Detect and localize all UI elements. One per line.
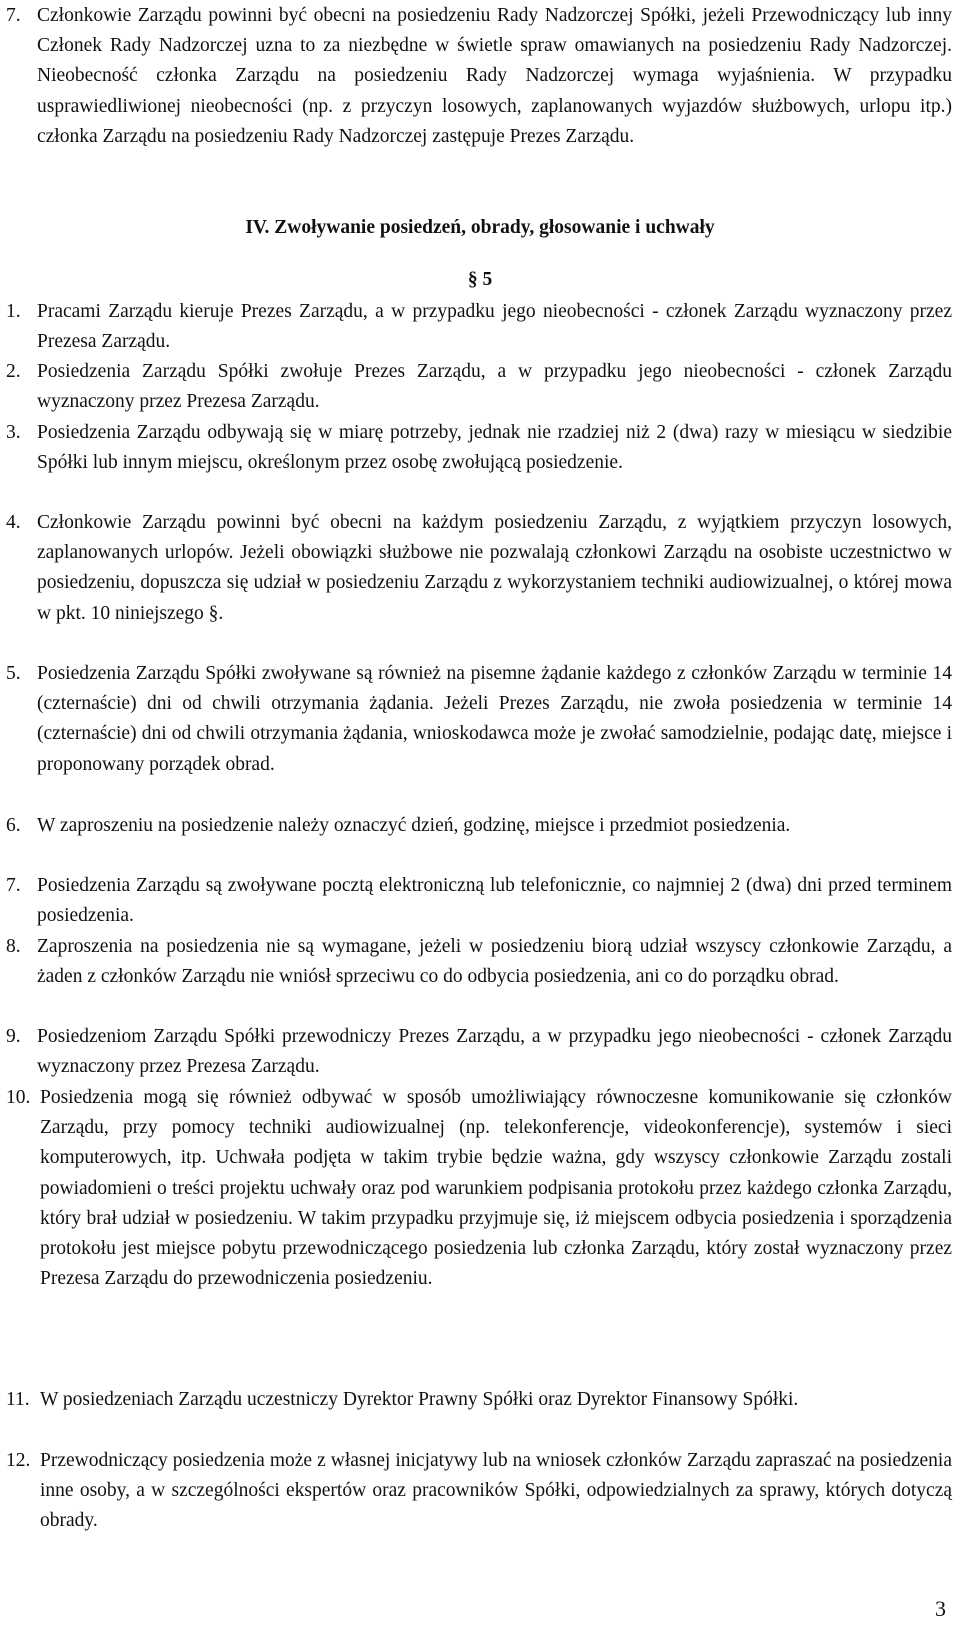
item-number: 8. bbox=[6, 936, 21, 957]
page-number: 3 bbox=[935, 1596, 946, 1621]
item-text: Posiedzeniom Zarządu Spółki przewodniczy Prezes Zarządu, a w przypadku jego nieobecności - członek Zarządu wyznaczony przez Prezesa Zarządu. bbox=[37, 1026, 952, 1078]
item-number: 3. bbox=[6, 422, 21, 443]
item-text: Posiedzenia mogą się również odbywać w sposób umożliwiający równoczesne komunikowanie się członków Zarządu, przy pomocy techniki audiowizualnej (np. telekonferencje, videokonferencje), systemów i sieci komputerowych, itp. Uchwała podjęta w takim trybie będzie ważna, gdy wszyscy członkowie Zarządu zostali powiadomieni o treści projektu uchwały oraz pod warunkiem podpisania protokołu przez każdego członka Zarządu, który brał udział w posiedzeniu. W takim przypadku przyjmuje się, iż miejscem odbycia posiedzenia i sporządzenia protokołu jest miejsce pobytu przewodniczącego posiedzenia lub członka Zarządu, który został wyznaczony przez Prezesa Zarządu do przewodniczenia posiedzeniu. bbox=[40, 1087, 952, 1290]
item-text: Zaproszenia na posiedzenia nie są wymagane, jeżeli w posiedzeniu biorą udział wszyscy członkowie Zarządu, a żaden z członków Zarządu nie wniósł sprzeciwu co do odbycia posiedzenia, ani co do porządku obrad. bbox=[37, 936, 952, 988]
list-item bbox=[6, 659, 952, 780]
item-number: 9. bbox=[6, 1026, 21, 1047]
paragraph-number: § 5 bbox=[467, 269, 493, 290]
list-item bbox=[6, 418, 952, 478]
item-text: Posiedzenia Zarządu Spółki zwołuje Prezes Zarządu, a w przypadku jego nieobecności - członek Zarządu wyznaczony przez Prezesa Zarządu. bbox=[37, 361, 952, 413]
item-number: 11. bbox=[6, 1389, 30, 1410]
item-number: 12. bbox=[6, 1450, 31, 1471]
item-number: 10. bbox=[6, 1087, 31, 1108]
list-item bbox=[6, 508, 952, 629]
item-text: Posiedzenia Zarządu są zwoływane pocztą elektroniczną lub telefonicznie, co najmniej 2 (dwa) dni przed terminem posiedzenia. bbox=[37, 875, 952, 927]
item-number: 5. bbox=[6, 663, 21, 684]
list-item bbox=[6, 932, 952, 992]
item-text: Pracami Zarządu kieruje Prezes Zarządu, a w przypadku jego nieobecności - członek Zarządu wyznaczony przez Prezesa Zarządu. bbox=[37, 301, 952, 353]
item-text: Posiedzenia Zarządu odbywają się w miarę potrzeby, jednak nie rzadziej niż 2 (dwa) razy w miesiącu w siedzibie Spółki lub innym miejscu, określonym przez osobę zwołującą posiedzenie. bbox=[37, 422, 952, 474]
item-text: Członkowie Zarządu powinni być obecni na posiedzeniu Rady Nadzorczej Spółki, jeżeli Przewodniczący lub inny Członek Rady Nadzorczej uzna to za niezbędne w świetle spraw omawianych na posiedzeniu Rady Nadzorczej. Nieobecność członka Zarządu na posiedzeniu Rady Nadzorczej wymaga wyjaśnienia. W przypadku usprawiedliwionej nieobecności (np. z przyczyn losowych, zaplanowanych wyjazdów służbowych, urlopu itp.) członka Zarządu na posiedzeniu Rady Nadzorczej zastępuje Prezes Zarządu. bbox=[37, 5, 952, 147]
item-text: Posiedzenia Zarządu Spółki zwoływane są również na pisemne żądanie każdego z członków Zarządu w terminie 14 (czternaście) dni od chwili otrzymania żądania. Jeżeli Prezes Zarządu, nie zwoła posiedzenia w terminie 14 (czternaście) dni od chwili otrzymania żądania, wnioskodawca może je zwołać samodzielnie, podając datę, miejsce i proponowany porządek obrad. bbox=[37, 663, 952, 775]
item-number: 7. bbox=[6, 875, 21, 896]
item-number: 4. bbox=[6, 512, 21, 533]
item-number: 2. bbox=[6, 361, 21, 382]
list-item-prev-7 bbox=[6, 1, 952, 152]
list-item bbox=[6, 1022, 952, 1082]
item-text: W zaproszeniu na posiedzenie należy oznaczyć dzień, godzinę, miejsce i przedmiot posiedzenia. bbox=[37, 815, 791, 836]
item-text: Przewodniczący posiedzenia może z własnej inicjatywy lub na wniosek członków Zarządu zapraszać na posiedzenia inne osoby, a w szczególności ekspertów oraz pracowników Spółki, odpowiedzialnych za sprawy, których dotyczą obrady. bbox=[40, 1450, 952, 1532]
item-number: 7. bbox=[6, 5, 21, 26]
list-item bbox=[6, 1446, 952, 1537]
list-item bbox=[6, 871, 952, 931]
list-item bbox=[6, 811, 952, 841]
item-text: Członkowie Zarządu powinni być obecni na każdym posiedzeniu Zarządu, z wyjątkiem przyczyn losowych, zaplanowanych urlopów. Jeżeli obowiązki służbowe nie pozwalają członkowi Zarządu na osobiste uczestnictwo w posiedzeniu, dopuszcza się udział w posiedzeniu Zarządu z wykorzystaniem techniki audiowizualnej, o której mowa w pkt. 10 niniejszego §. bbox=[37, 512, 952, 624]
list-item bbox=[6, 297, 952, 357]
list-item bbox=[6, 1385, 952, 1415]
item-number: 1. bbox=[6, 301, 21, 322]
list-item bbox=[6, 1083, 952, 1294]
section-heading: IV. Zwoływanie posiedzeń, obrady, głosowanie i uchwały bbox=[245, 217, 715, 238]
list-item bbox=[6, 357, 952, 417]
item-text: W posiedzeniach Zarządu uczestniczy Dyrektor Prawny Spółki oraz Dyrektor Finansowy Spółki. bbox=[40, 1389, 799, 1410]
item-number: 6. bbox=[6, 815, 21, 836]
